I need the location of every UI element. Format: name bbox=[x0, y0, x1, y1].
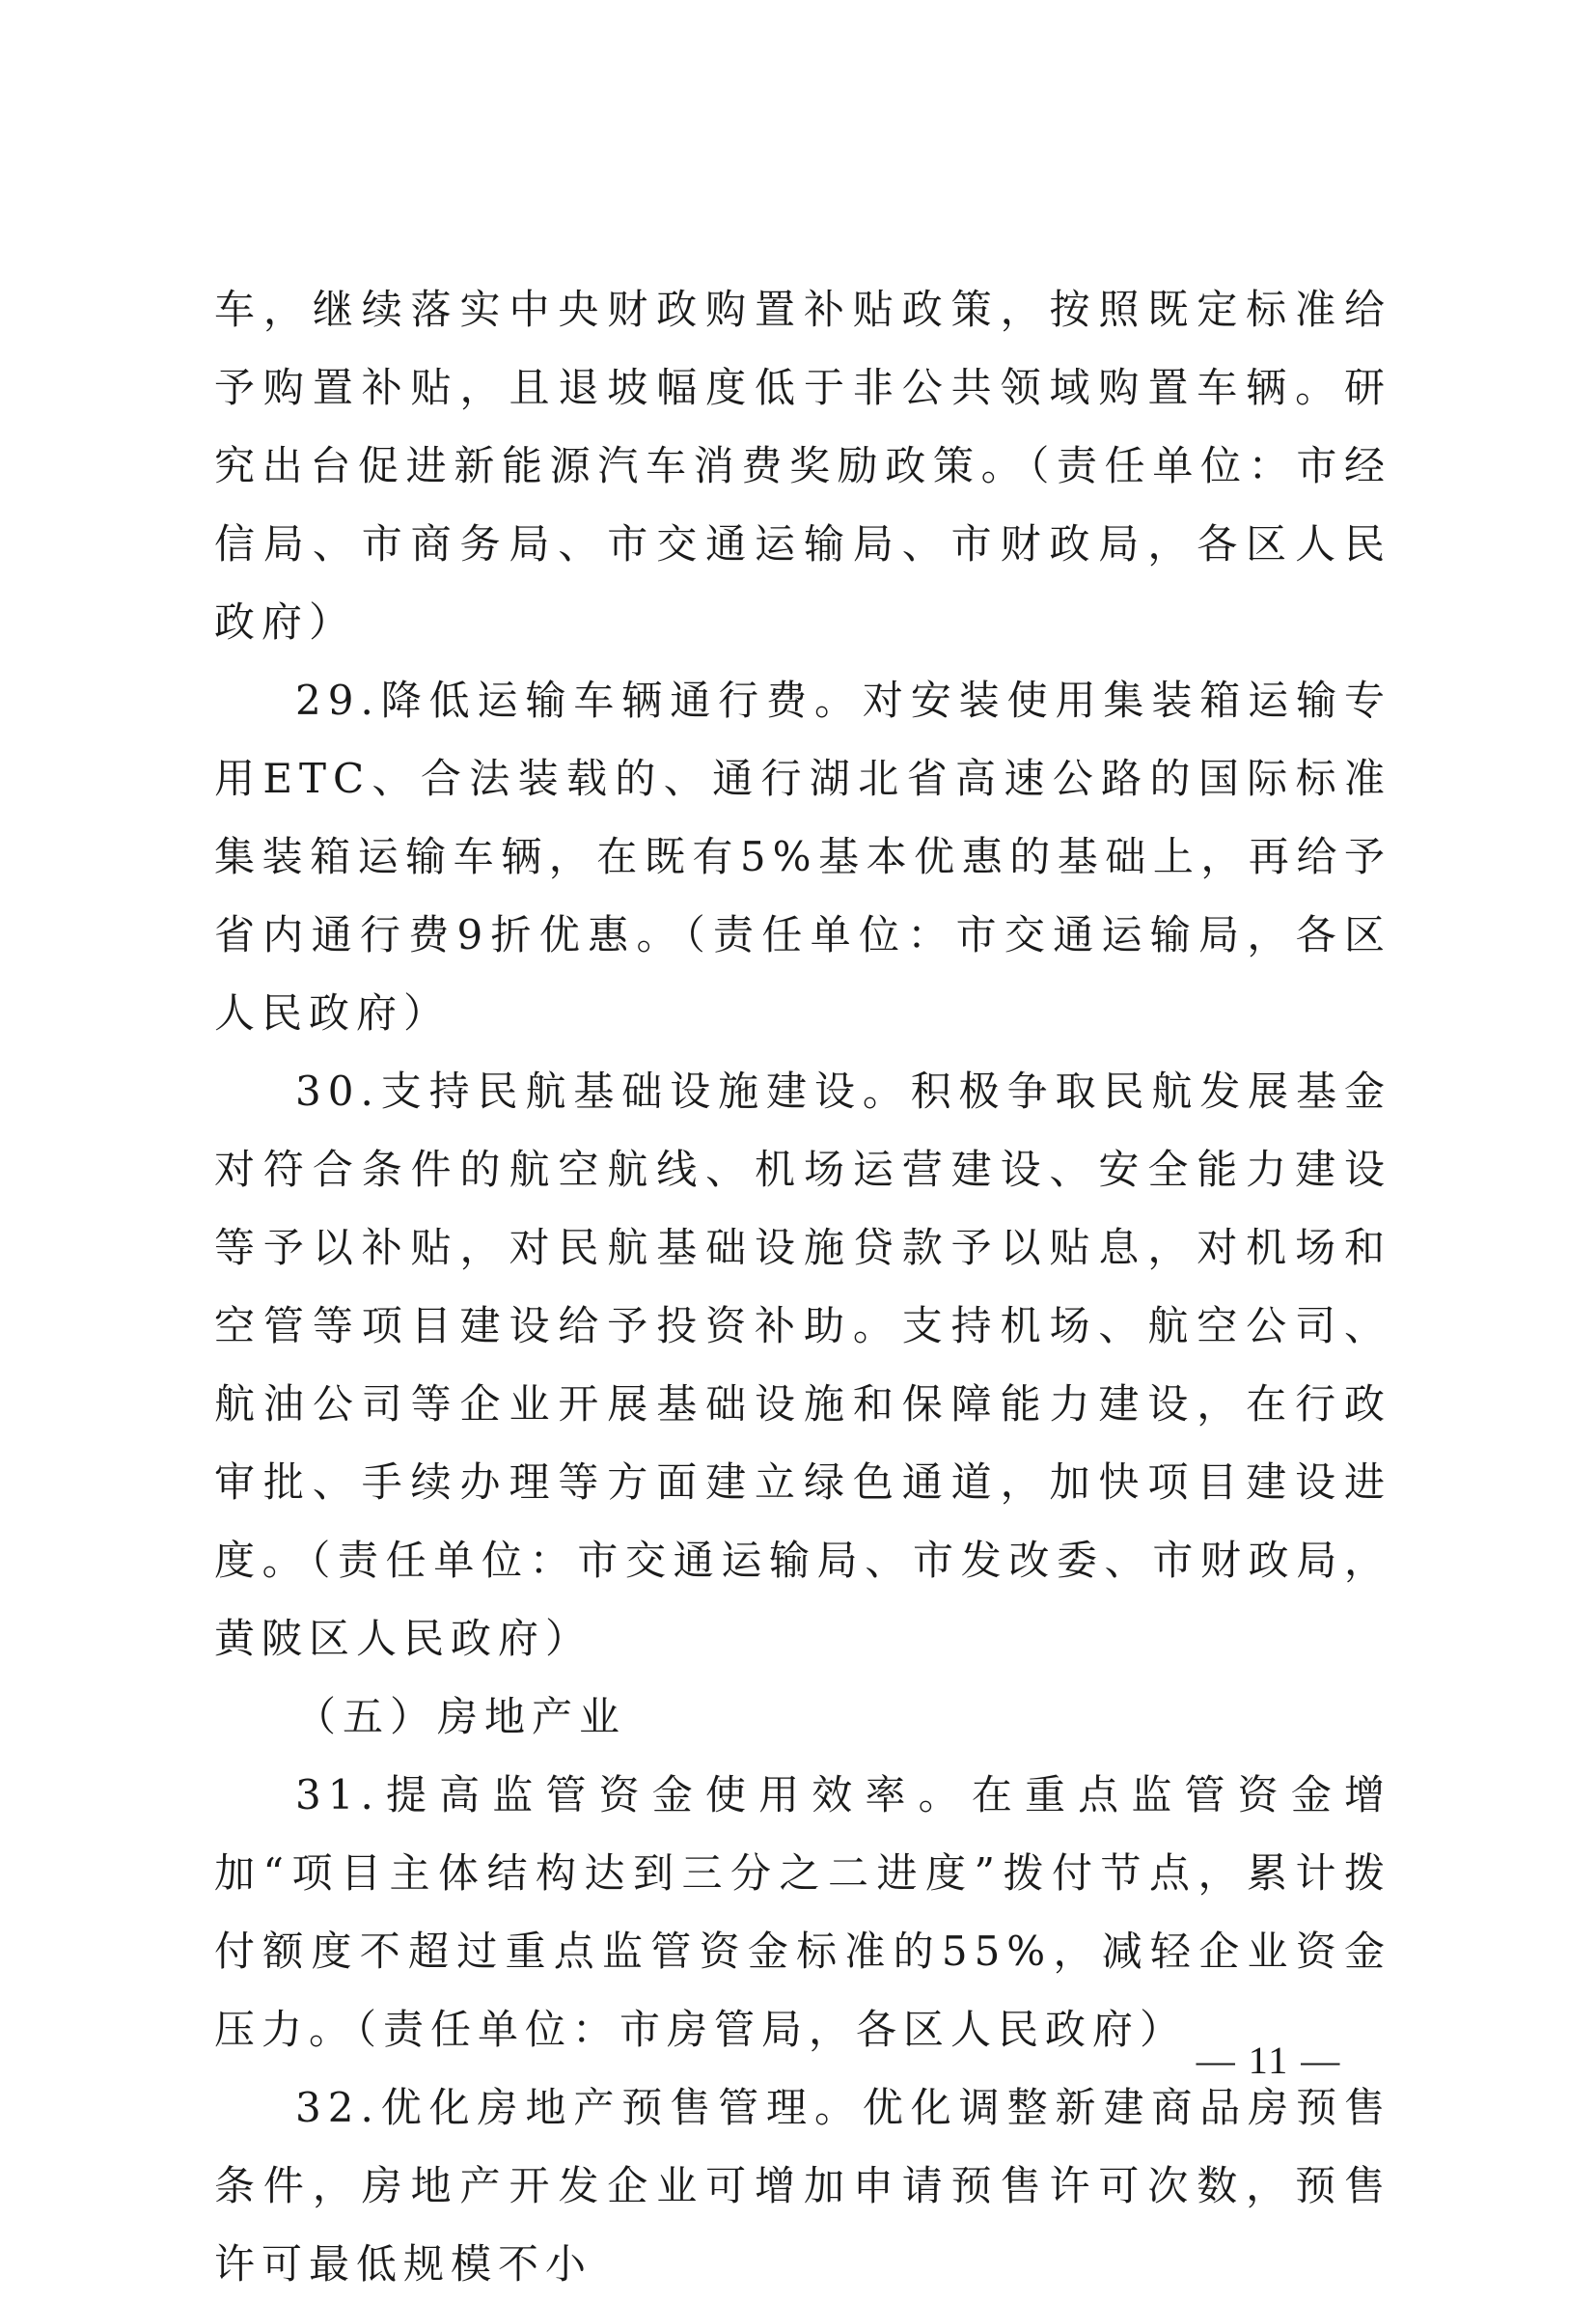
paragraph-item-29: 29.降低运输车辆通行费。对安装使用集装箱运输专用ETC、合法装载的、通行湖北省高速公路的国际标准集装箱运输车辆，在既有5%基本优惠的基础上，再给予省内通行费9折优惠。（责任单位：市交通运输局，各区人民政府） bbox=[214, 677, 1391, 1037]
section-heading-real-estate: （五）房地产业 bbox=[295, 1693, 627, 1740]
document-body bbox=[214, 270, 1391, 2303]
paragraph-continuation: 车，继续落实中央财政购置补贴政策，按照既定标准给予购置补贴，且退坡幅度低于非公共领域购置车辆。研究出台促进新能源汽车消费奖励政策。（责任单位：市经信局、市商务局、市交通运输局、市财政局，各区人民政府） bbox=[214, 286, 1391, 646]
page-number: — 11 — bbox=[1196, 2039, 1342, 2082]
paragraph-item-30: 30.支持民航基础设施建设。积极争取民航发展基金对符合条件的航空航线、机场运营建设、安全能力建设等予以补贴，对民航基础设施贷款予以贴息，对机场和空管等项目建设给予投资补助。支持机场、航空公司、航油公司等企业开展基础设施和保障能力建设，在行政审批、手续办理等方面建立绿色通道，加快项目建设进度。（责任单位：市交通运输局、市发改委、市财政局，黄陂区人民政府） bbox=[214, 1068, 1391, 1662]
paragraph-item-31: 31.提高监管资金使用效率。在重点监管资金增加“项目主体结构达到三分之二进度”拨付节点，累计拨付额度不超过重点监管资金标准的55%，减轻企业资金压力。（责任单位：市房管局，各区人民政府） bbox=[214, 1771, 1391, 2053]
paragraph-item-32: 32.优化房地产预售管理。优化调整新建商品房预售条件，房地产开发企业可增加申请预售许可次数，预售许可最低规模不小 bbox=[214, 2084, 1391, 2288]
